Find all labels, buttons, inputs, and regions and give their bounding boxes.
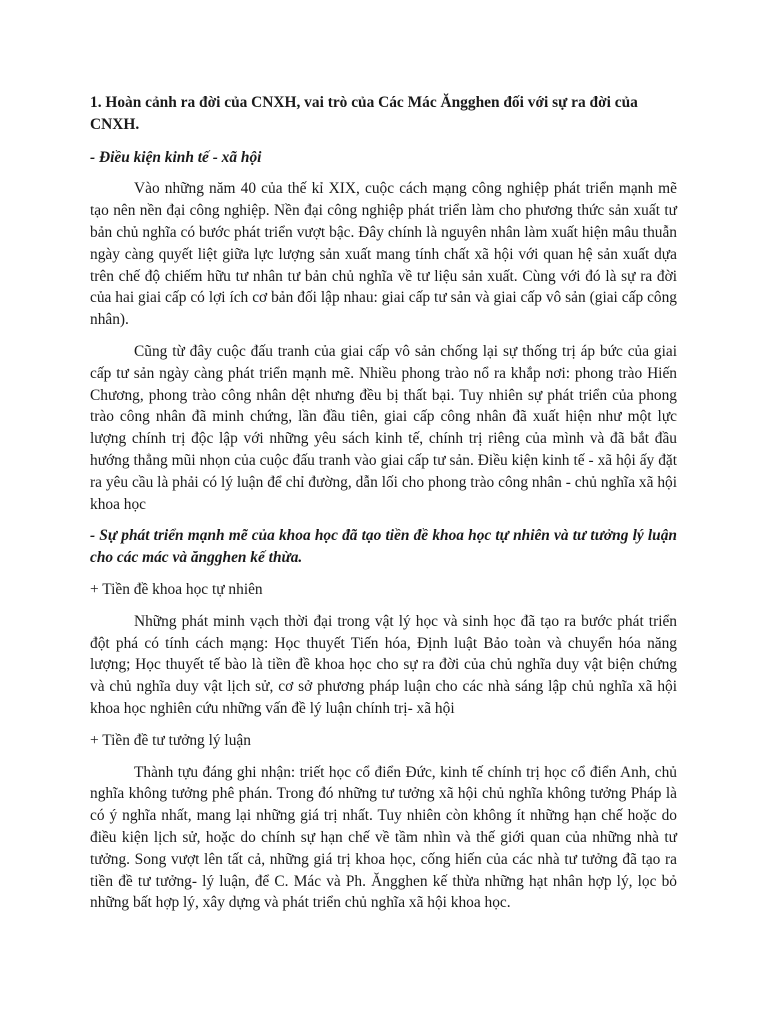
paragraph-industrial-revolution: Vào những năm 40 của thế kỉ XIX, cuộc cách mạng công nghiệp phát triển mạnh mẽ tạo nên nền đại công nghiệp. Nền đại công nghiệp phát triển làm cho phương thức sản xuất tư bản chủ nghĩa có bước phát triển vượt bậc. Đây chính là nguyên nhân làm xuất hiện mâu thuẫn ngày càng quyết liệt giữa lực lượng sản xuất mang tính chất xã hội với quan hệ sản xuất dựa trên chế độ chiếm hữu tư nhân tư bản chủ nghĩa về tư liệu sản xuất. Cùng với đó là sự ra đời của hai giai cấp có lợi ích cơ bản đối lập nhau: giai cấp tư sản và giai cấp vô sản (giai cấp công nhân). xyxy=(90,180,677,329)
section-title-economic-conditions: - Điều kiện kinh tế - xã hội xyxy=(90,148,262,166)
paragraph-workers-movement: Cũng từ đây cuộc đấu tranh của giai cấp vô sản chống lại sự thống trị áp bức của giai cấp tư sản ngày càng phát triển mạnh mẽ. Nhiều phong trào nổ ra khắp nơi: phong trào Hiến Chương, phong trào công nhân dệt nhưng đều bị thất bại. Tuy nhiên sự phát triển của phong trào công nhân đã minh chứng, lần đầu tiên, giai cấp công nhân đã xuất hiện như một lực lượng chính trị độc lập với những yêu sách kinh tế, chính trị riêng của mình và đã bắt đầu hướng thẳng mũi nhọn của cuộc đấu tranh vào giai cấp tư sản. Điều kiện kinh tế - xã hội ấy đặt ra yêu cầu là phải có lý luận để chỉ đường, dẫn lối cho phong trào công nhân - chủ nghĩa xã hội khoa học xyxy=(90,342,677,513)
document-page xyxy=(90,92,677,924)
paragraph-natural-science: Những phát minh vạch thời đại trong vật lý học và sinh học đã tạo ra bước phát triển đột phá có tính cách mạng: Học thuyết Tiến hóa, Định luật Bảo toàn và chuyển hóa năng lượng; Học thuyết tế bào là tiền đề khoa học cho sự ra đời của chủ nghĩa duy vật biện chứng và chủ nghĩa duy vật lịch sử, cơ sở phương pháp luận cho các nhà sáng lập chủ nghĩa xã hội khoa học nghiên cứu những vấn đề lý luận chính trị- xã hội xyxy=(90,612,677,717)
subsection-title-natural-science: + Tiền đề khoa học tự nhiên xyxy=(90,580,263,598)
document-heading: 1. Hoàn cảnh ra đời của CNXH, vai trò của Các Mác Ăngghen đối với sự ra đời của CNXH. xyxy=(90,94,638,133)
subsection-title-theory: + Tiền đề tư tưởng lý luận xyxy=(90,731,251,749)
section-title-science-development: - Sự phát triển mạnh mẽ của khoa học đã tạo tiền đề khoa học tự nhiên và tư tưởng lý luận cho các mác và ăngghen kế thừa. xyxy=(90,527,677,567)
paragraph-theory: Thành tựu đáng ghi nhận: triết học cổ điển Đức, kinh tế chính trị học cổ điển Anh, chủ nghĩa không tưởng phê phán. Trong đó những tư tưởng xã hội chủ nghĩa không tưởng Pháp là có ý nghĩa nhất, mang lại những giá trị nhất. Tuy nhiên còn không ít những hạn chế hoặc do điều kiện lịch sử, hoặc do chính sự hạn chế về tầm nhìn và thế giới quan của những nhà tư tưởng. Song vượt lên tất cả, những giá trị khoa học, cống hiến của các nhà tư tưởng đã tạo ra tiền đề tư tưởng- lý luận, để C. Mác và Ph. Ăngghen kế thừa những hạt nhân hợp lý, lọc bỏ những bất hợp lý, xây dựng và phát triển chủ nghĩa xã hội khoa học. xyxy=(90,763,677,912)
